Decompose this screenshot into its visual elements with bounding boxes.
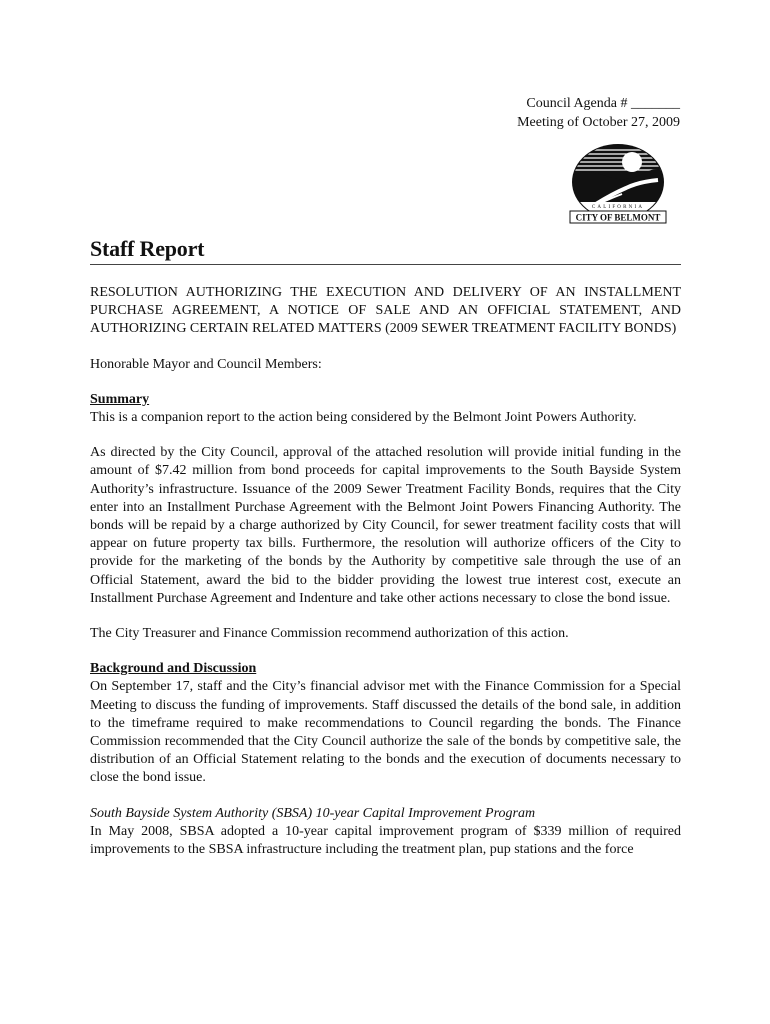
background-heading: Background and Discussion xyxy=(90,661,257,677)
council-agenda-line: Council Agenda # _______ xyxy=(526,96,680,111)
sbsa-section xyxy=(90,805,681,860)
agenda-header xyxy=(517,94,680,132)
report-body xyxy=(90,284,681,876)
resolution-text: RESOLUTION AUTHORIZING THE EXECUTION AND DELIVERY OF AN INSTALLMENT PURCHASE AGREEMENT, A NOTICE OF SALE AND AN OFFICIAL STATEMENT, AND AUTHORIZING CERTAIN RELATED MATTERS (2009 SEWER TREATMENT FACILITY BONDS) xyxy=(90,285,681,337)
sbsa-paragraph-1: In May 2008, SBSA adopted a 10-year capital improvement program of $339 million of required improvements to the SBSA infrastructure including the treatment plan, pup stations and the force xyxy=(90,823,681,858)
page-title: Staff Report xyxy=(90,236,205,261)
summary-paragraph-2: As directed by the City Council, approval of the attached resolution will provide initial funding in the amount of $7.42 million from bond proceeds for capital improvements to the South Bayside System Authority’s infrastructure. Issuance of the 2009 Sewer Treatment Facility Bonds, requires that the City enter into an Installment Purchase Agreement with the Belmont Joint Powers Financing Authority. The bonds will be repaid by a charge authorized by City Council, for sewer treatment facility costs that will appear on future property tax bills. Furthermore, the resolution will authorize officers of the City to provide for the marketing of the bonds by the Authority by competitive sale through the use of an Official Statement, award the bid to the bidder providing the lowest true interest cost, execute an Installment Purchase Agreement and Indenture and take other actions necessary to close the bond issue. xyxy=(90,445,681,606)
summary-paragraph-3: The City Treasurer and Finance Commission recommend authorization of this action. xyxy=(90,626,569,642)
seal-city-text: CITY OF BELMONT xyxy=(575,212,661,223)
seal-state-text: CALIFORNIA xyxy=(591,205,645,210)
meeting-date-line: Meeting of October 27, 2009 xyxy=(517,115,680,130)
title-divider xyxy=(90,264,681,265)
salutation: Honorable Mayor and Council Members: xyxy=(90,356,322,372)
summary-heading: Summary xyxy=(90,391,150,407)
background-section xyxy=(90,660,681,787)
city-of-belmont-seal-icon xyxy=(566,142,670,226)
sbsa-heading: South Bayside System Authority (SBSA) 10-year Capital Improvement Program xyxy=(90,805,536,821)
summary-section xyxy=(90,391,681,427)
background-paragraph-1: On September 17, staff and the City’s financial advisor met with the Finance Commission for a Special Meeting to discuss the funding of improvements. Staff discussed the details of the bond sale, in addition to the timeframe required to make recommendations to Council regarding the bonds. The Finance Commission recommended that the City Council authorize the sale of the bonds by competitive sale, the distribution of an Official Statement relating to the bonds and the execution of documents necessary to close the bond issue. xyxy=(90,679,681,786)
summary-paragraph-1: This is a companion report to the action being considered by the Belmont Joint Powers Authority. xyxy=(90,410,637,426)
